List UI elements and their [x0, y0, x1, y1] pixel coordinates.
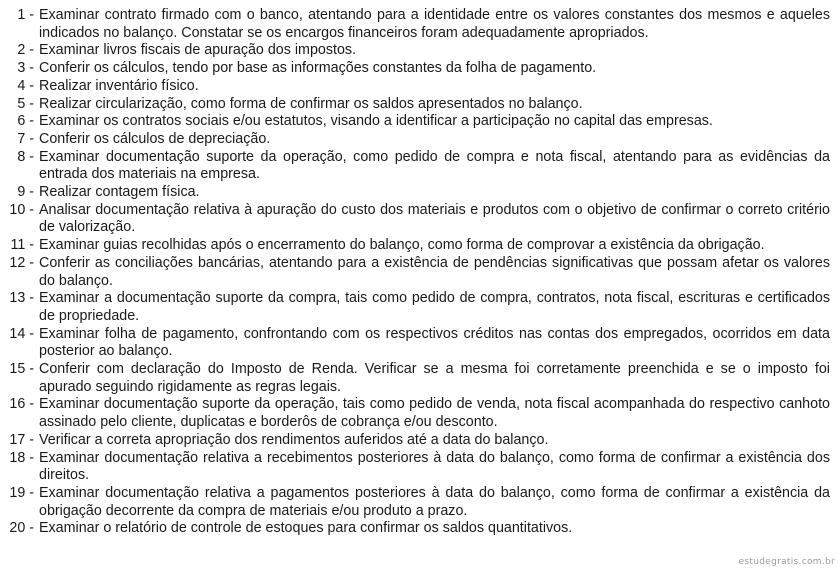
item-number: 7 -	[17, 130, 35, 147]
watermark: estudegratis.com.br	[738, 557, 835, 567]
list-item	[0, 450, 830, 485]
item-number: 12 -	[9, 254, 35, 271]
item-number: 6 -	[17, 113, 35, 130]
list-item	[0, 396, 830, 431]
item-number: 8 -	[17, 148, 35, 165]
list-item	[0, 290, 830, 325]
list-item	[0, 326, 830, 361]
item-text: Analisar documentação relativa à apuração do custo dos materiais e produtos com o objetivo de confirmar o correto critério de valorização.	[39, 201, 830, 236]
list-item	[0, 237, 830, 255]
item-text: Examinar documentação suporte da operação, como pedido de compra e nota fiscal, atentando para as evidências da entrada dos materiais na empresa.	[39, 148, 830, 183]
list-item	[0, 184, 830, 202]
list-item	[0, 432, 830, 450]
item-text: Verificar a correta apropriação dos rendimentos auferidos até a data do balanço.	[39, 431, 549, 448]
item-number: 13 -	[9, 290, 35, 307]
item-text: Examinar guias recolhidas após o encerramento do balanço, como forma de comprovar a existência da obrigação.	[39, 237, 765, 254]
item-number: 2 -	[17, 42, 35, 59]
list-item	[0, 202, 830, 237]
item-text: Examinar a documentação suporte da compra, tais como pedido de compra, contratos, nota fiscal, escrituras e certificados de propriedade.	[39, 290, 830, 324]
list-item	[0, 520, 830, 538]
list-item	[0, 42, 830, 60]
item-text: Examinar folha de pagamento, confrontando com os respectivos créditos nas contas dos empregados, ocorridos em data posterior ao balanço.	[39, 325, 830, 360]
item-number: 10 -	[9, 201, 35, 218]
item-number: 3 -	[17, 60, 35, 77]
item-number: 5 -	[17, 95, 35, 112]
item-text: Realizar contagem física.	[39, 184, 200, 201]
list-item	[0, 78, 830, 96]
list-item	[0, 149, 830, 184]
item-text: Examinar documentação relativa a recebimentos posteriores à data do balanço, como forma de confirmar a existência dos direitos.	[39, 449, 830, 484]
item-text: Examinar contrato firmado com o banco, atentando para a identidade entre os valores constantes dos mesmos e aqueles indicados no balanço. Constatar se os encargos financeiros foram adequadamente apropriados.	[39, 7, 830, 41]
list-item	[0, 113, 830, 131]
item-text: Realizar circularização, como forma de confirmar os saldos apresentados no balanço.	[39, 95, 583, 112]
item-text: Examinar documentação relativa a pagamentos posteriores à data do balanço, como forma de confirmar a existência da obrigação decorrente da compra de materiais e/ou produto a prazo.	[39, 484, 830, 519]
item-text: Conferir os cálculos de depreciação.	[39, 130, 271, 147]
item-number: 11 -	[10, 237, 35, 254]
item-text: Conferir os cálculos, tendo por base as informações constantes da folha de pagamento.	[39, 60, 597, 77]
item-text: Examinar os contratos sociais e/ou estatutos, visando a identificar a participação no capital das empresas.	[39, 113, 713, 130]
list-item	[0, 96, 830, 114]
item-text: Examinar livros fiscais de apuração dos impostos.	[39, 42, 357, 59]
procedures-list	[0, 7, 830, 538]
item-number: 18 -	[9, 449, 35, 466]
item-number: 20 -	[9, 520, 35, 537]
list-item	[0, 7, 830, 42]
item-text: Conferir com declaração do Imposto de Renda. Verificar se a mesma foi corretamente preenchida e se o imposto foi apurado seguindo rigidamente as regras legais.	[39, 361, 830, 395]
item-text: Examinar documentação suporte da operação, tais como pedido de venda, nota fiscal acompanhada do respectivo canhoto assinado pelo cliente, duplicatas e borderôs de cobrança e/ou desconto.	[39, 396, 830, 431]
item-number: 16 -	[9, 396, 35, 413]
item-number: 9 -	[17, 184, 35, 201]
list-item	[0, 255, 830, 290]
item-text: Conferir as conciliações bancárias, atentando para a existência de pendências significativas que possam afetar os valores do balanço.	[39, 254, 830, 289]
item-number: 14 -	[9, 325, 35, 342]
list-item	[0, 485, 830, 520]
item-text: Realizar inventário físico.	[39, 77, 199, 94]
item-number: 4 -	[17, 77, 35, 94]
list-item	[0, 60, 830, 78]
item-number: 15 -	[9, 361, 35, 378]
list-item	[0, 361, 830, 396]
item-number: 17 -	[9, 431, 35, 448]
list-item	[0, 131, 830, 149]
item-text: Examinar o relatório de controle de estoques para confirmar os saldos quantitativos.	[39, 520, 573, 537]
item-number: 1 -	[17, 7, 35, 23]
item-number: 19 -	[9, 484, 35, 501]
